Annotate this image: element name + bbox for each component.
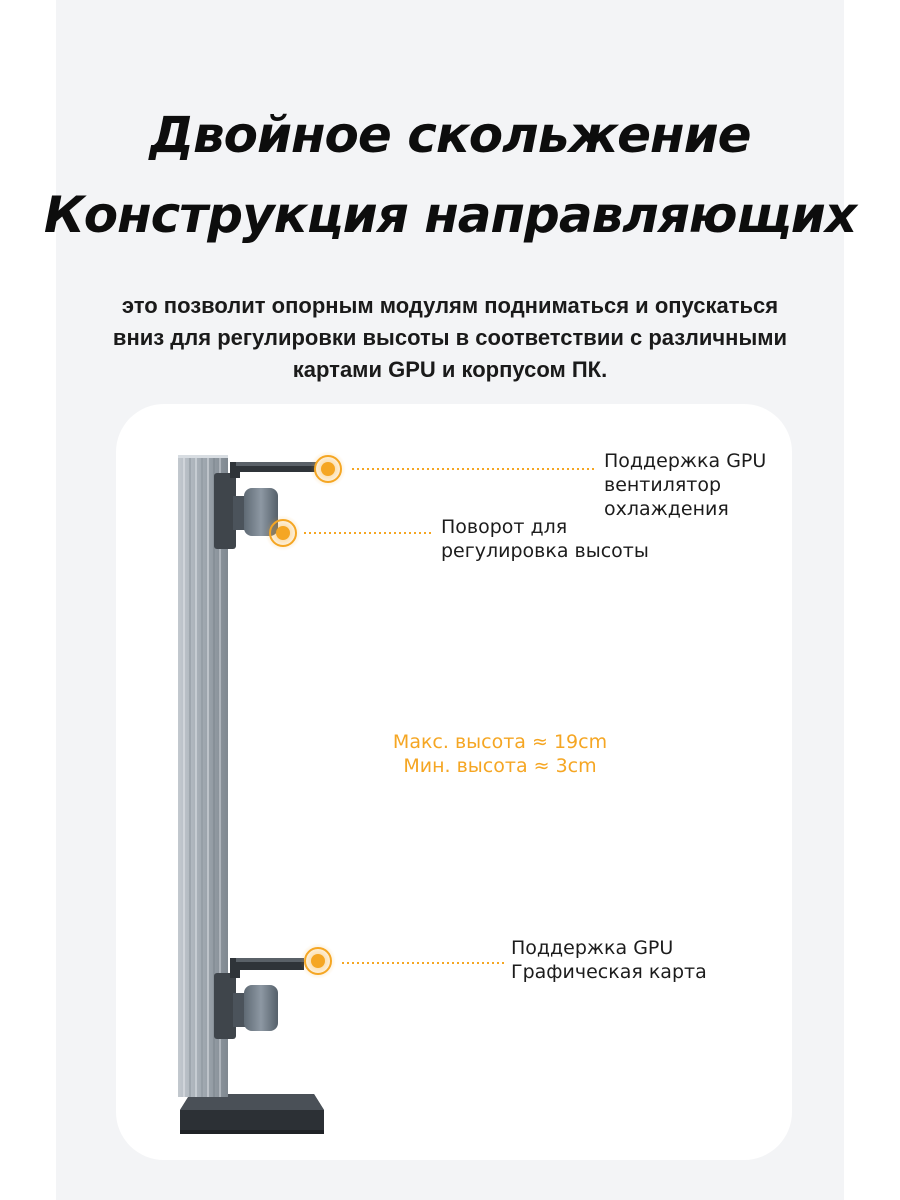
callout-rotate-line-2: регулировка высоты xyxy=(441,540,649,562)
max-height-spec: Макс. высота ≈ 19cm xyxy=(392,731,608,753)
callout-card-line-2: Графическая карта xyxy=(511,961,707,983)
callout-fan-support xyxy=(604,449,766,521)
subtitle-line-2: вниз для регулировки высоты в соответствии с различными xyxy=(112,325,788,350)
min-height-spec: Мин. высота ≈ 3cm xyxy=(403,755,597,777)
height-specs xyxy=(330,730,670,778)
callout-rotate-line-1: Поворот для xyxy=(441,516,568,538)
callout-marker-rotate xyxy=(265,515,434,551)
callout-card-support xyxy=(511,936,707,984)
callout-fan-line-1: Поддержка GPU xyxy=(604,450,767,472)
headline-line-2: Конструкция направляющих xyxy=(43,186,857,244)
callout-fan-line-3: охлаждения xyxy=(604,498,729,520)
callout-fan-line-2: вентилятор xyxy=(604,474,722,496)
stand-base xyxy=(180,1094,324,1134)
callout-marker-card xyxy=(300,943,504,979)
lower-height-knob xyxy=(233,985,278,1031)
callout-marker-fan xyxy=(310,451,596,487)
subtitle-line-1: это позволит опорным модулям подниматься и опускаться xyxy=(121,293,779,318)
subtitle-line-3: картами GPU и корпусом ПК. xyxy=(292,357,608,382)
headline-line-1: Двойное скольжение xyxy=(149,106,751,164)
callout-card-line-1: Поддержка GPU xyxy=(511,937,674,959)
callout-rotate-height xyxy=(441,515,649,563)
